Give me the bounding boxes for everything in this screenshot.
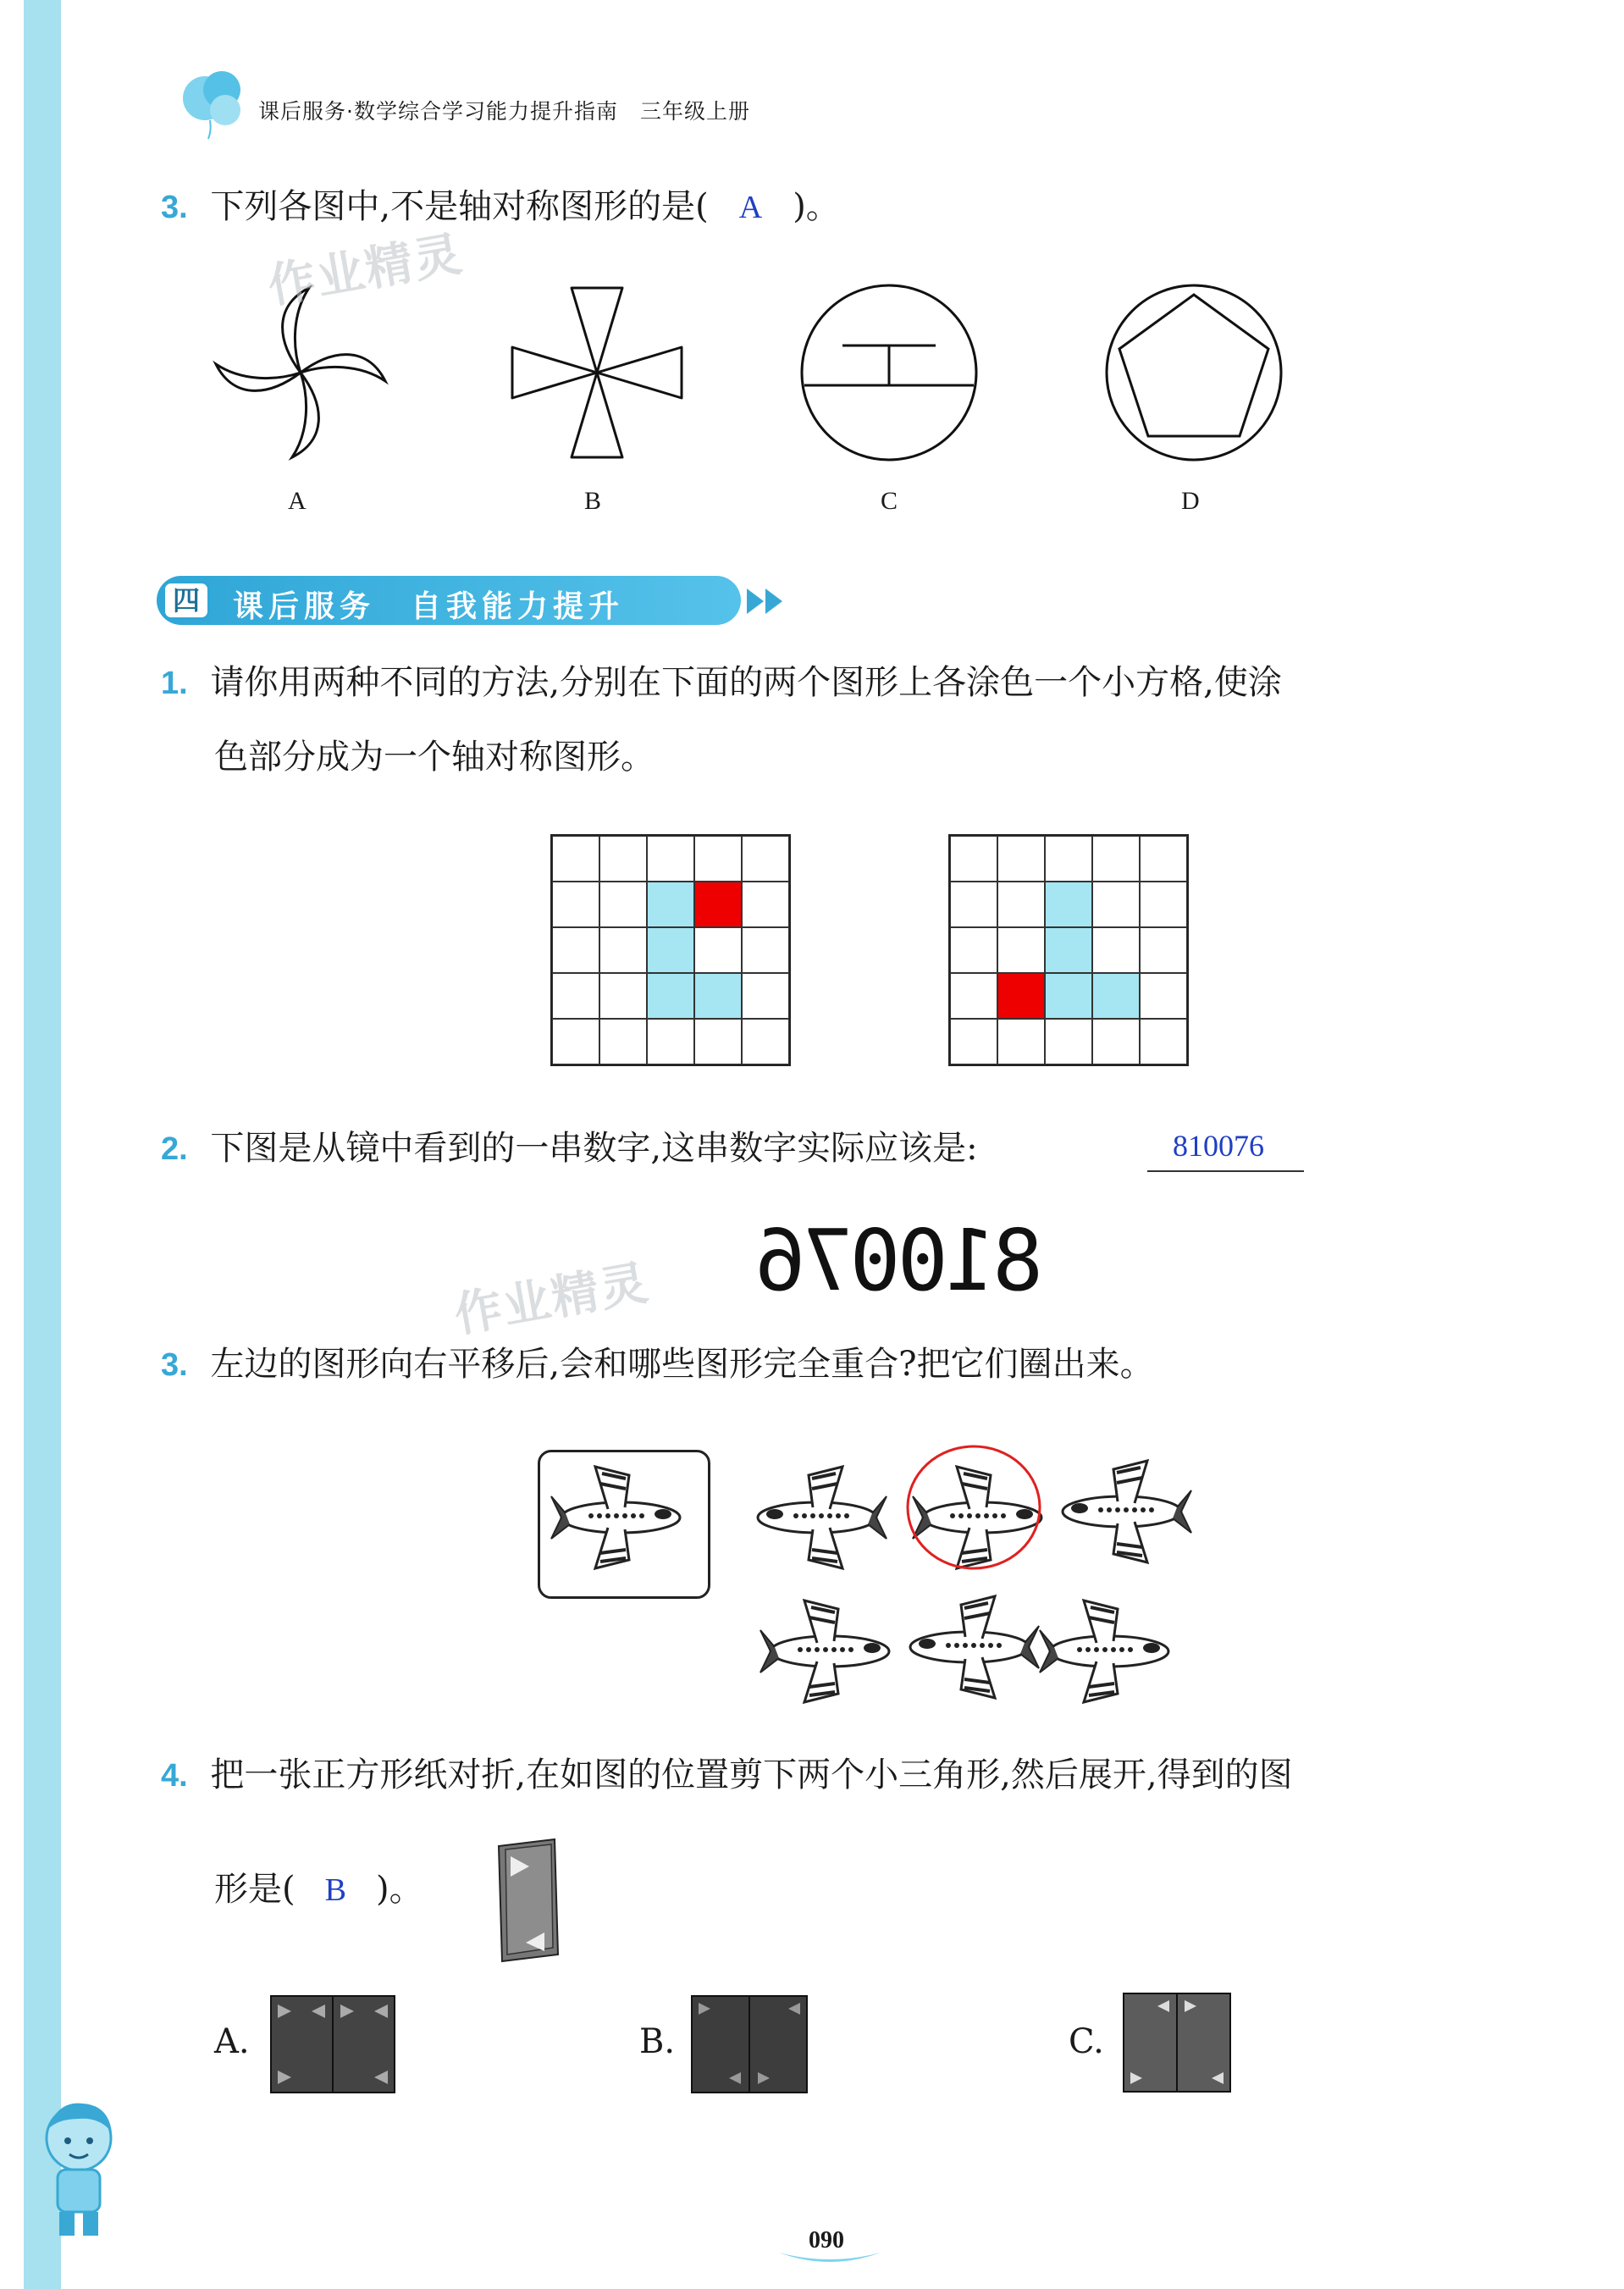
option-a-label: A. (214, 2022, 250, 2061)
mirrored-digits: 810076 (758, 1211, 1044, 1310)
grid-cell[interactable] (950, 973, 997, 1019)
airplane-icon (544, 1458, 697, 1585)
grid-cell[interactable] (950, 882, 997, 927)
grid-cell[interactable] (694, 927, 742, 973)
grid-cell[interactable] (1092, 1019, 1140, 1064)
grid-cell[interactable] (1140, 836, 1187, 882)
grid-cell[interactable] (552, 1019, 599, 1064)
grid-cell[interactable] (997, 927, 1045, 973)
grid-cell[interactable] (599, 1019, 647, 1064)
grid-cell[interactable] (599, 973, 647, 1019)
grid-cell[interactable] (647, 882, 694, 927)
question-2 (161, 1126, 978, 1171)
option-a-unfolded-paper (269, 1994, 396, 2094)
grid-cell[interactable] (694, 973, 742, 1019)
option-c-circle-figure (796, 279, 982, 466)
grid-right (948, 834, 1189, 1066)
grid-cell[interactable] (647, 973, 694, 1019)
option-a-label: A (288, 487, 307, 515)
airplane-icon (893, 1588, 1046, 1715)
option-b-label: B. (639, 2022, 676, 2061)
question-1-line-1 (161, 661, 1282, 705)
header-title: 课后服务·数学综合学习能力提升指南 三年级上册 (258, 99, 750, 124)
question-number: 3. (161, 1347, 188, 1383)
grid-cell[interactable] (1140, 927, 1187, 973)
red-circle-mark (902, 1440, 1046, 1575)
grid-cell[interactable] (997, 1019, 1045, 1064)
question-text: 把一张正方形纸对折,在如图的位置剪下两个小三角形,然后展开,得到的图 (210, 1755, 1293, 1794)
double-arrow-icon (745, 587, 796, 616)
grid-cell[interactable] (742, 1019, 789, 1064)
grid-cell[interactable] (950, 1019, 997, 1064)
option-d-label: D (1181, 487, 1200, 515)
grid-cell[interactable] (950, 927, 997, 973)
option-c-label: C. (1069, 2022, 1104, 2061)
grid-cell[interactable] (1045, 973, 1092, 1019)
grid-cell[interactable] (742, 836, 789, 882)
sidebar-strip (24, 0, 61, 2289)
grid-cell[interactable] (599, 882, 647, 927)
watermark-text: 作业精灵 (450, 1255, 654, 1344)
folded-paper-figure (495, 1838, 572, 1965)
grid-cell[interactable] (997, 882, 1045, 927)
option-b-cross-figure (504, 279, 690, 466)
answer-text: B (324, 1872, 346, 1908)
grid-left (550, 834, 791, 1066)
grid-cell[interactable] (950, 836, 997, 882)
grid-cell[interactable] (742, 927, 789, 973)
question-text: 左边的图形向右平移后,会和哪些图形完全重合?把它们圈出来。 (210, 1345, 1154, 1384)
grid-cell[interactable] (552, 927, 599, 973)
question-text: 下图是从镜中看到的一串数字,这串数字实际应该是: (210, 1129, 978, 1168)
option-b-unfolded-paper (690, 1994, 809, 2094)
section-title: 课后服务 自我能力提升 (233, 589, 625, 624)
grid-cell[interactable] (997, 973, 1045, 1019)
question-text: 请你用两种不同的方法,分别在下面的两个图形上各涂色一个小方格,使涂 (210, 663, 1282, 702)
grid-cell[interactable] (1045, 882, 1092, 927)
question-number: 4. (161, 1758, 188, 1794)
grid-cell[interactable] (647, 836, 694, 882)
airplane-icon (754, 1592, 906, 1719)
grid-cell[interactable] (1140, 882, 1187, 927)
question-number: 2. (161, 1131, 188, 1167)
grid-cell[interactable] (1045, 836, 1092, 882)
question-text-end: )。 (793, 187, 840, 226)
grid-cell[interactable] (1092, 836, 1140, 882)
grid-cell[interactable] (997, 836, 1045, 882)
question-4-line-1 (161, 1753, 1293, 1798)
option-d-pentagon-figure (1101, 279, 1287, 466)
section-number-badge: 四 (163, 581, 210, 620)
grid-cell[interactable] (1045, 1019, 1092, 1064)
question-text: 形是( (214, 1870, 296, 1909)
question-text-end: )。 (376, 1870, 423, 1909)
grid-cell[interactable] (552, 836, 599, 882)
grid-cell[interactable] (1045, 927, 1092, 973)
cartoon-boy-illustration (24, 2092, 134, 2244)
grid-cell[interactable] (1092, 927, 1140, 973)
airplane-icon (1046, 1452, 1198, 1579)
question-number: 1. (161, 666, 188, 701)
question-number: 3. (161, 190, 188, 225)
question-text: 下列各图中,不是轴对称图形的是( (210, 187, 709, 226)
watermark-text: 作业精灵 (263, 226, 467, 315)
question-3 (161, 1342, 1154, 1387)
question-1-line-2: 色部分成为一个轴对称图形。 (214, 738, 655, 777)
grid-cell[interactable] (599, 836, 647, 882)
grid-cell[interactable] (552, 882, 599, 927)
airplane-icon (741, 1458, 893, 1585)
grid-cell[interactable] (694, 836, 742, 882)
grid-cell[interactable] (1140, 1019, 1187, 1064)
balloon-icon (169, 58, 254, 142)
prev-question-3 (161, 185, 840, 229)
question-4-line-2 (214, 1867, 423, 1912)
grid-cell[interactable] (742, 882, 789, 927)
grid-cell[interactable] (599, 927, 647, 973)
answer-text: 810076 (1173, 1129, 1264, 1163)
grid-cell[interactable] (1140, 973, 1187, 1019)
option-b-label: B (584, 487, 602, 515)
grid-cell[interactable] (647, 1019, 694, 1064)
airplane-icon (1033, 1592, 1185, 1719)
grid-cell[interactable] (694, 1019, 742, 1064)
option-c-unfolded-paper (1122, 1992, 1232, 2093)
grid-cell[interactable] (552, 973, 599, 1019)
grid-cell[interactable] (647, 927, 694, 973)
answer-text: A (738, 190, 763, 225)
grid-cell[interactable] (694, 882, 742, 927)
grid-cell[interactable] (742, 973, 789, 1019)
option-c-label: C (881, 487, 898, 515)
grid-cell[interactable] (1092, 882, 1140, 927)
grid-cell[interactable] (1092, 973, 1140, 1019)
page-number: 090 (809, 2227, 844, 2253)
